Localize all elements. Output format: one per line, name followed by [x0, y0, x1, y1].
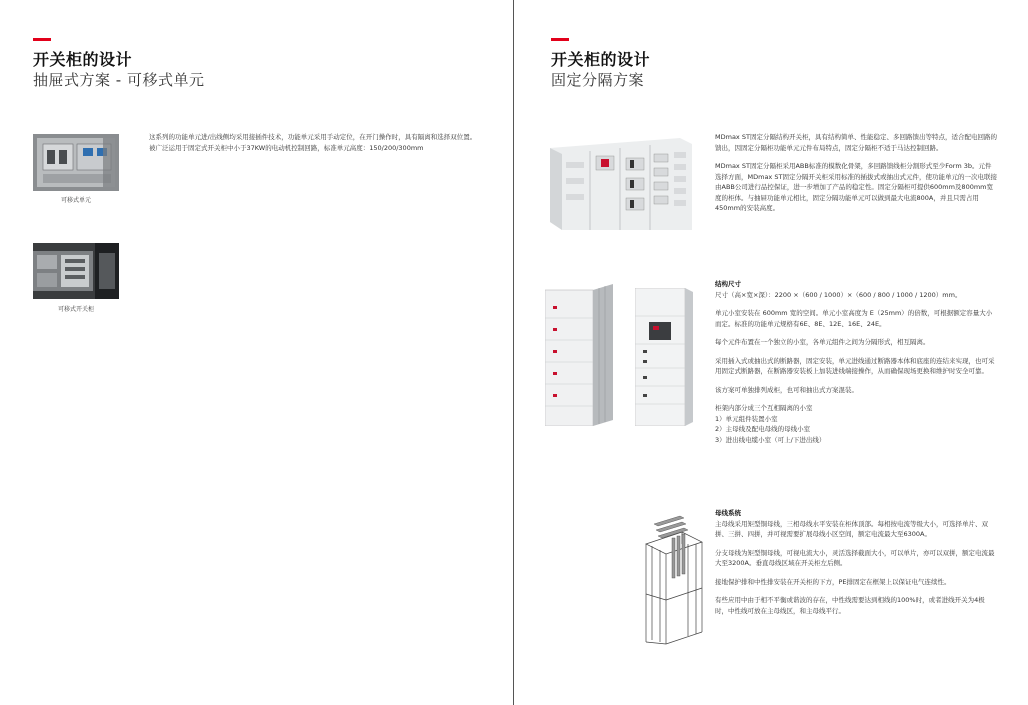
left-page: [0, 0, 513, 705]
intro-paragraph: MDmax ST固定分隔结构开关柜，具有结构简单、性能稳定、多回路馈出等特点，适合配电回路的馈出，因固定分隔柜功能单元元件布局特点，固定分隔柜不适于马达控制回路。: [715, 133, 997, 152]
busbar-frame-drawing: [636, 514, 712, 646]
accent-bar: [33, 38, 51, 41]
busbar-paragraph: 分支母线为矩型铜母线，可视电流大小，灵活选择截面大小，可以单片，亦可以双拼，额定电流最大至3200A。垂直母线区域在开关柜左后侧。: [715, 548, 995, 567]
image-caption-2: 可移式开关柜: [57, 306, 94, 313]
structure-paragraph: 尺寸（高×宽×深）：2200 ×（600 / 1000）×（600 / 800 / 1000 / 1200）mm。: [715, 290, 962, 299]
busbar-section: [715, 508, 997, 624]
structure-list-intro: 柜架内部分成三个互相隔离的小室: [715, 404, 813, 412]
busbar-paragraph: 接地保护排和中性排安装在开关柜的下方，PE排固定在框架上以保证电气连续性。: [715, 577, 951, 586]
accent-bar: [551, 38, 569, 41]
fixed-switchgear-row-photo: [550, 138, 692, 230]
image-caption-1: 可移式单元: [60, 197, 91, 204]
busbar-paragraph: 主母线采用矩型铜母线，三相母线水平安装在柜体顶部。每相按电流等级大小，可选择单片、双拼、三拼、四拼，并可视需要扩展母线小区空间，额定电流最大至6300A。: [715, 519, 988, 538]
structure-paragraph: 采用插入式或抽出式的断路器，固定安装，单元进线通过断路器本体和底座的连结来实现，也可采用固定式断路器，在断路器安装板上加装进线端接操作，从而确保现场更换和维护时安全可靠。: [715, 356, 995, 375]
structure-paragraph: 该方案可单独排列成柜，也可和抽出式方案混装。: [715, 385, 858, 394]
structure-section: [715, 279, 997, 445]
cabinet-left-photo: [545, 284, 613, 426]
withdrawable-switchgear-photo: [33, 243, 119, 299]
withdrawable-unit-photo: [33, 134, 119, 191]
busbar-heading: 母线系统: [715, 509, 741, 517]
cabinet-right-photo: [635, 288, 693, 426]
structure-paragraph: 单元小室安装在 600mm 宽的空间。单元小室高度为 E（25mm）的倍数，可根据额定容量大小而定。标准的功能单元规格有6E、8E、12E、16E、24E。: [715, 309, 993, 328]
right-page: [514, 0, 1028, 705]
left-body-paragraph: 这系列的功能单元进/出线侧均采用接插件技术，功能单元采用手动定位，在开门操作时，具有隔离和选择双位置。被广泛运用于固定式开关柜中小于37KW的电动机控制回路，标准单元高度：150/200/300mm: [149, 133, 477, 152]
page-subtitle: 固定分隔方案: [551, 71, 645, 89]
busbar-paragraph: 有些应用中由于相不平衡或谐波的存在，中性线需要达到相线的100%时，或者进线开关为4极时，中性线可放在主母线区，和主母线平行。: [715, 596, 985, 615]
intro-text: [715, 132, 997, 222]
page-title: 开关柜的设计: [33, 50, 133, 69]
page-subtitle: 抽屉式方案 - 可移式单元: [33, 71, 205, 89]
structure-paragraph: 每个元件布置在一个独立的小室，各单元组件之间为分隔形式，相互隔离。: [715, 338, 930, 346]
structure-heading: 结构尺寸: [715, 280, 741, 288]
list-item: 3）进出线电缆小室（可上/下进出线）: [715, 435, 826, 444]
list-item: 2）主母线及配电母线的母线小室: [715, 425, 811, 433]
intro-paragraph: MDmax ST固定分隔柜采用ABB标准的模数化骨架，多回路馈线柜分割形式至少Form 3b。元件选择方面，MDmax ST固定分隔开关柜采用标准的插拔式或抽出式元件，使功能单元的一次电联接由ABB公司进行品控保证，进一步增加了产品的稳定性。固定分隔柜可提供600mm及800mm宽度的柜体。与抽屉功能单元相比，固定分隔功能单元可以做到最大电流800A，并且只需占用450mm的安装高度。: [715, 162, 997, 212]
list-item: 1）单元组件装置小室: [715, 414, 778, 423]
page-title: 开关柜的设计: [551, 50, 651, 69]
